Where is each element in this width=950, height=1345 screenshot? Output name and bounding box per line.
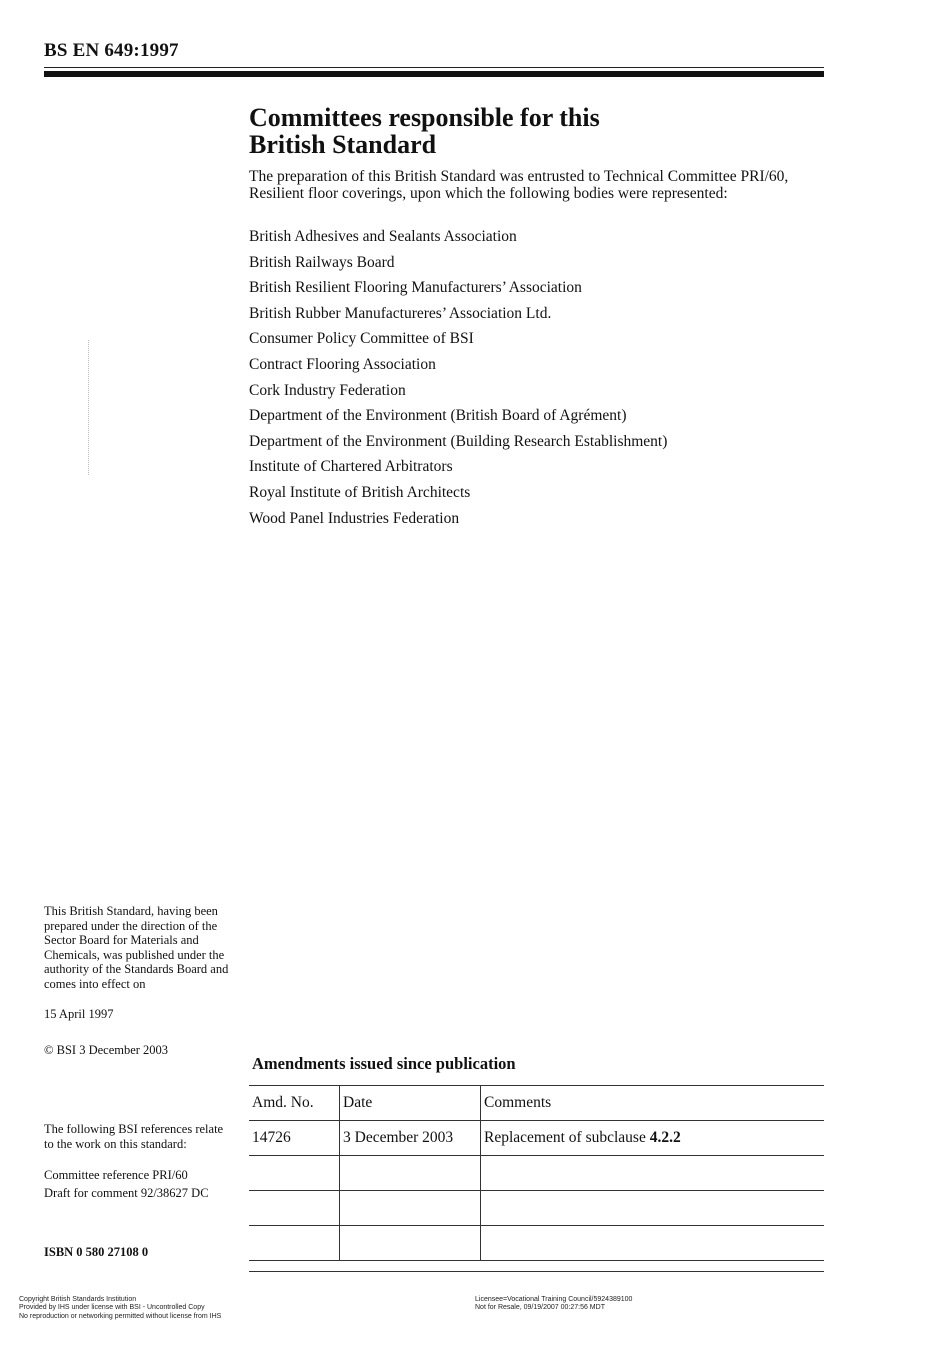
list-item: British Railways Board	[249, 253, 395, 271]
page-title-line-1: Committees responsible for this	[249, 103, 600, 132]
intro-paragraph: The preparation of this British Standard was entrusted to Technical Committee PRI/60, Resilient floor coverings, upon which the following bodies were represented:	[249, 168, 789, 202]
list-item: Contract Flooring Association	[249, 355, 436, 373]
empty-cell	[249, 1156, 340, 1191]
footer-line: No reproduction or networking permitted without license from IHS	[19, 1312, 222, 1320]
comments-cell	[481, 1121, 825, 1156]
page-title-line-2: British Standard	[249, 130, 437, 159]
header-rule-thick	[44, 71, 824, 77]
list-item: British Rubber Manufactureres’ Association Ltd.	[249, 304, 552, 322]
footer-line: Copyright British Standards Institution	[19, 1296, 137, 1303]
amendments-title: Amendments issued since publication	[252, 1054, 516, 1073]
column-header-date: Date	[340, 1086, 481, 1121]
column-header-comments: Comments	[481, 1086, 825, 1121]
table-row	[249, 1121, 824, 1156]
list-item: British Resilient Flooring Manufacturers’ Association	[249, 279, 582, 297]
license-footer-left	[19, 1296, 221, 1321]
empty-cell	[340, 1156, 481, 1191]
isbn: ISBN 0 580 27108 0	[44, 1245, 149, 1259]
page-title	[249, 104, 809, 158]
footer-line: Not for Resale, 09/19/2007 00:27:56 MDT	[475, 1304, 605, 1312]
empty-cell	[481, 1226, 825, 1261]
list-item: Institute of Chartered Arbitrators	[249, 458, 453, 476]
represented-bodies-list	[249, 227, 667, 534]
amd-no-cell: 14726	[249, 1121, 340, 1156]
committee-reference: Committee reference PRI/60	[44, 1168, 188, 1182]
empty-cell	[340, 1226, 481, 1261]
column-header-amd-no: Amd. No.	[249, 1086, 340, 1121]
empty-cell	[249, 1191, 340, 1226]
date-cell: 3 December 2003	[340, 1121, 481, 1156]
empty-cell	[249, 1226, 340, 1261]
list-item: Wood Panel Industries Federation	[249, 509, 460, 527]
empty-cell	[481, 1191, 825, 1226]
table-row	[249, 1226, 824, 1261]
table-row	[249, 1191, 824, 1226]
list-item: Consumer Policy Committee of BSI	[249, 330, 474, 348]
empty-cell	[481, 1156, 825, 1191]
list-item: British Adhesives and Sealants Association	[249, 228, 517, 245]
list-item: Department of the Environment (British Board of Agrément)	[249, 407, 627, 425]
subclause-ref: 4.2.2	[649, 1129, 681, 1146]
amendments-table	[249, 1085, 824, 1261]
comment-text: Replacement of subclause	[484, 1129, 646, 1146]
copyright-notice: © BSI 3 December 2003	[44, 1043, 169, 1057]
footer-line: Provided by IHS under license with BSI - Uncontrolled Copy	[19, 1304, 205, 1312]
header-rule-thin	[44, 67, 824, 68]
footer-rule	[249, 1271, 824, 1272]
license-footer-right	[475, 1296, 632, 1313]
list-item: Department of the Environment (Building Research Establishment)	[249, 432, 668, 450]
references-intro: The following BSI references relate to the work on this standard:	[44, 1122, 224, 1151]
table-header-row	[249, 1086, 824, 1121]
effective-date: 15 April 1997	[44, 1007, 114, 1021]
document-id: BS EN 649:1997	[44, 40, 179, 61]
empty-cell	[340, 1191, 481, 1226]
draft-reference: Draft for comment 92/38627 DC	[44, 1186, 209, 1200]
margin-mark	[88, 340, 89, 475]
list-item: Royal Institute of British Architects	[249, 483, 471, 501]
publication-note: This British Standard, having been prepared under the direction of the Sector Board for Materials and Chemicals, was published under the authority of the Standards Board and comes into effect on	[44, 904, 229, 991]
footer-line: Licensee=Vocational Training Council/5924389100	[475, 1296, 633, 1303]
table-row	[249, 1156, 824, 1191]
list-item: Cork Industry Federation	[249, 381, 406, 399]
